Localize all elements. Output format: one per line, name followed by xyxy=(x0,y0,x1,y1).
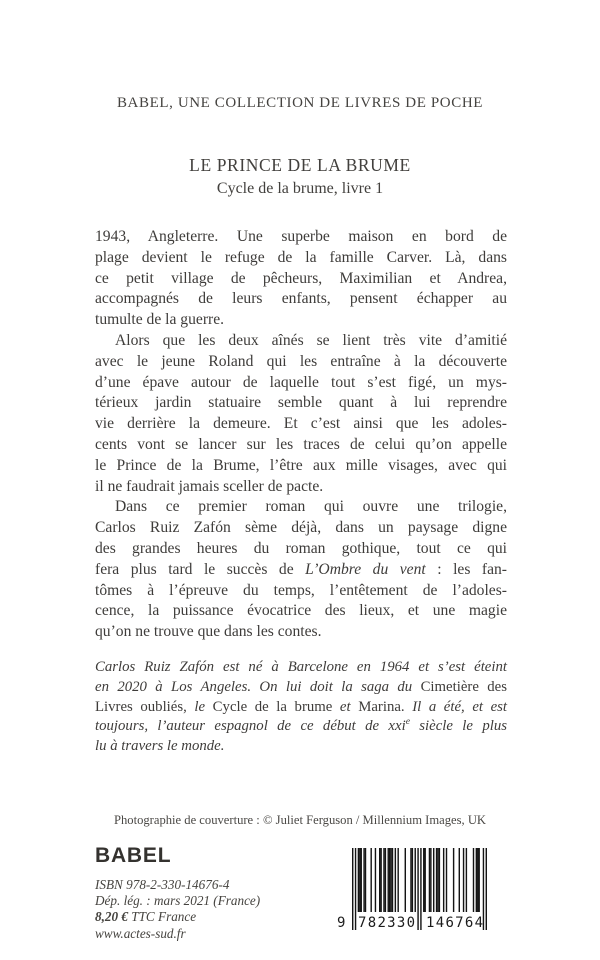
synopsis xyxy=(95,227,507,643)
synopsis-line: 1943, Angleterre. Une superbe maison en bord de xyxy=(95,228,507,245)
bio-line xyxy=(95,678,507,698)
synopsis-line: ce petit village de pêcheurs, Maximilian et Andrea, xyxy=(95,269,507,287)
bio-text: toujours, l’auteur espagnol de ce début de xxi xyxy=(95,718,406,735)
bio-line: lu à travers le monde. xyxy=(95,738,225,755)
synopsis-paragraph-1 xyxy=(95,227,507,331)
synopsis-paragraph-3 xyxy=(95,497,507,643)
barcode-digits xyxy=(336,914,488,931)
ordinal-superscript: e xyxy=(405,716,410,728)
price-text xyxy=(95,909,260,925)
isbn-text: ISBN 978-2-330-14676-4 xyxy=(95,877,230,892)
bio-text: en 2020 à Los Angeles. On lui doit la saga du xyxy=(95,678,421,695)
bio-line xyxy=(95,717,507,737)
synopsis-line: Dans ce premier roman qui ouvre une trilogie, xyxy=(115,498,507,516)
barcode-digit-group-right: 146764 xyxy=(426,915,485,931)
synopsis-text: fera plus tard le succès de xyxy=(95,560,306,578)
book-subtitle: Cycle de la brume, livre 1 xyxy=(216,180,384,197)
synopsis-line: avec le jeune Roland qui les entraîne à la découverte xyxy=(95,352,507,370)
cited-title: Livres oubliés, xyxy=(95,698,187,715)
price-suffix: TTC France xyxy=(127,909,197,925)
book-title: LE PRINCE DE LA BRUME xyxy=(189,155,411,175)
barcode xyxy=(336,848,488,930)
synopsis-line: qu’on ne trouve que dans les contes. xyxy=(95,623,322,641)
barcode-digit-first: 9 xyxy=(337,915,346,931)
synopsis-line: cents vont se lancer sur les traces de celui qu’on appelle xyxy=(95,435,507,453)
synopsis-line: le Prince de la Brume, l’être aux mille visages, avec qui xyxy=(95,456,507,474)
synopsis-line: il ne faudrait jamais sceller de pacte. xyxy=(95,477,324,495)
publication-info xyxy=(95,877,260,942)
price-amount: 8,20 € xyxy=(95,909,128,925)
bio-text: et xyxy=(332,698,359,715)
synopsis-line: Alors que les deux aînés se lient très vite d’amitié xyxy=(115,331,507,349)
bio-line xyxy=(95,698,507,718)
synopsis-text: : les fan- xyxy=(425,560,507,578)
synopsis-line: tômes à l’épreuve du temps, l’entêtement de l’adoles- xyxy=(95,581,507,599)
cited-title: Cycle de la brume xyxy=(212,698,333,715)
synopsis-line: vie derrière la demeure. Et c’est ainsi que les adoles- xyxy=(95,415,507,433)
bio-text: siècle le plus xyxy=(409,718,507,735)
synopsis-line: accompagnés de leurs enfants, pensent échapper au xyxy=(95,290,507,308)
photo-credit: Photographie de couverture : © Juliet Ferguson / Millennium Images, UK xyxy=(113,813,487,827)
collection-header: BABEL, UNE COLLECTION DE LIVRES DE POCHE xyxy=(116,95,484,111)
synopsis-line: des grandes heures du roman gothique, tout ce qui xyxy=(95,539,507,557)
bio-text: Il a été, et est xyxy=(404,698,508,715)
synopsis-line: cence, la puissance évocatrice des lieux, et une magie xyxy=(95,602,507,620)
synopsis-line: d’une épave autour de laquelle tout s’est figé, un mys- xyxy=(95,373,507,391)
cited-title: Cimetière des xyxy=(420,678,507,695)
synopsis-paragraph-2 xyxy=(95,331,507,497)
synopsis-line: plage devient le refuge de la famille Carver. Là, dans xyxy=(95,248,507,266)
cited-title: L’Ombre du vent xyxy=(305,560,426,578)
synopsis-line: Carlos Ruiz Zafón sème déjà, dans un paysage digne xyxy=(95,519,507,537)
bio-text: le xyxy=(186,698,213,715)
synopsis-line xyxy=(95,560,507,581)
bio-line: Carlos Ruiz Zafón est né à Barcelone en 1964 et s’est éteint xyxy=(95,659,507,675)
legal-deposit-text: Dép. lég. : mars 2021 (France) xyxy=(95,893,261,909)
babel-logo: BABEL xyxy=(95,844,172,867)
website-text: www.actes-sud.fr xyxy=(95,925,186,941)
barcode-digit-group-left: 782330 xyxy=(358,915,417,931)
title-block xyxy=(0,155,600,198)
synopsis-line: tumulte de la guerre. xyxy=(95,311,225,329)
cited-title: Marina. xyxy=(358,698,405,715)
synopsis-line: térieux jardin statuaire semble quant à lui reprendre xyxy=(95,394,507,412)
author-bio xyxy=(95,658,507,757)
publisher-block xyxy=(95,844,260,942)
